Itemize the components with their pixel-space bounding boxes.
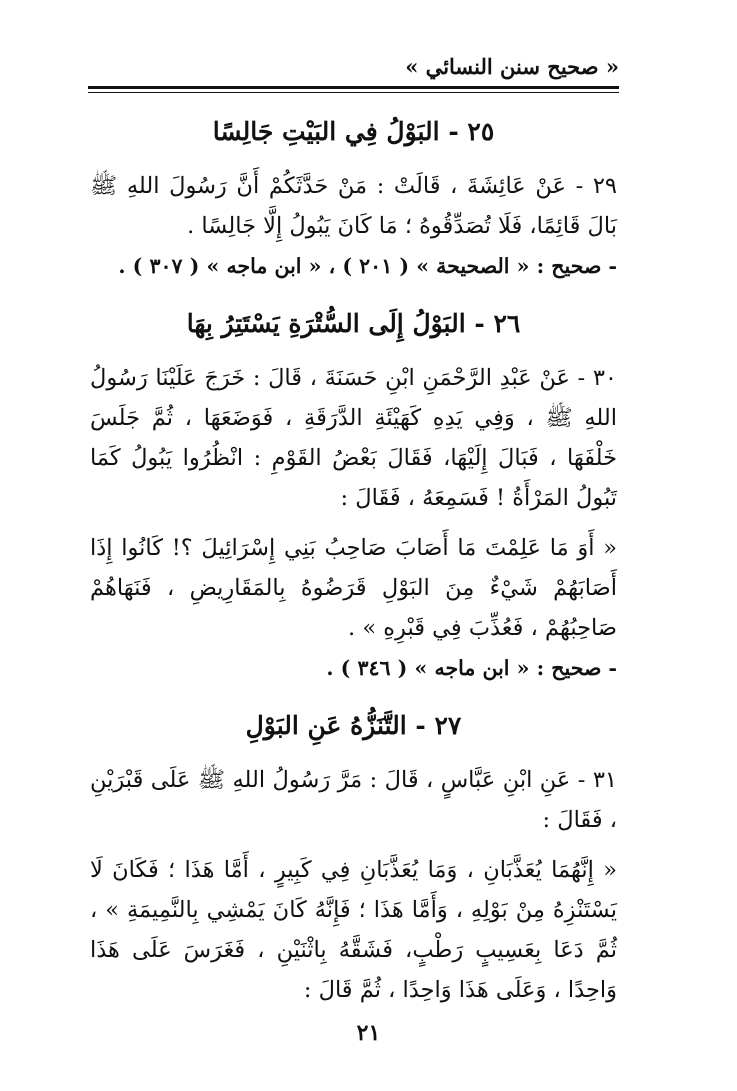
hadith-grade: - صحيح : « ابن ماجه » ( ٣٤٦ ) .	[326, 656, 617, 680]
running-title: « صحيح سنن النسائي »	[405, 54, 619, 79]
hadith-text: ٢٩ - عَنْ عَائِشَةَ ، قَالَتْ : مَنْ حَدَّثَكُمْ أَنَّ رَسُولَ اللهِ ﷺ بَالَ قَائِمًا، فَلَا تُصَدِّقُوهُ ؛ مَا كَانَ يَبُولُ إِلَّا جَالِسًا .	[90, 173, 617, 239]
hadith-text: ٣٠ - عَنْ عَبْدِ الرَّحْمَنِ ابْنِ حَسَنَةَ ، قَالَ : خَرَجَ عَلَيْنَا رَسُولُ اللهِ ﷺ ، وَفِي يَدِهِ كَهَيْئَةِ الدَّرَقَةِ ، فَوَضَعَهَا ، ثُمَّ جَلَسَ خَلْفَهَا ، فَبَالَ إِلَيْهَا، فَقَالَ بَعْضُ القَوْمِ : انْظُرُوا يَبُولُ كَمَا تَبُولُ المَرْأَةُ ! فَسَمِعَهُ ، فَقَالَ :	[90, 365, 617, 511]
chapter-27	[90, 706, 617, 1010]
chapter-title: ٢٦ - البَوْلُ إِلَى السُّتْرَةِ يَسْتَتِرُ بِهَا	[186, 309, 521, 338]
header-rule-thick	[88, 86, 619, 89]
chapter-title: ٢٥ - البَوْلُ فِي البَيْتِ جَالِسًا	[212, 117, 495, 146]
header-rule-thin	[88, 92, 619, 93]
page-content	[90, 112, 617, 1010]
hadith-quote: « أَوَ مَا عَلِمْتَ مَا أَصَابَ صَاحِبُ بَنِي إِسْرَائِيلَ ؟! كَانُوا إِذَا أَصَابَهُمْ شَيْءٌ مِنَ البَوْلِ قَرَضُوهُ بِالمَقَارِيضِ ، فَنَهَاهُمْ صَاحِبُهُمْ ، فَعُذِّبَ فِي قَبْرِهِ » .	[90, 535, 617, 641]
hadith-text: ٣١ - عَنِ ابْنِ عَبَّاسٍ ، قَالَ : مَرَّ رَسُولُ اللهِ ﷺ عَلَى قَبْرَيْنِ ، فَقَالَ :	[90, 767, 617, 833]
chapter-title: ٢٧ - التَّنَزُّهُ عَنِ البَوْلِ	[245, 711, 462, 740]
chapter-25	[90, 112, 617, 286]
hadith-quote: « إِنَّهُمَا يُعَذَّبَانِ ، وَمَا يُعَذَّبَانِ فِي كَبِيرٍ ، أَمَّا هَذَا ؛ فَكَانَ لَا يَسْتَنْزِهُ مِنْ بَوْلِهِ ، وَأَمَّا هَذَا ؛ فَإِنَّهُ كَانَ يَمْشِي بِالنَّمِيمَةِ » ، ثُمَّ دَعَا بِعَسِيبٍ رَطْبٍ، فَشَقَّهُ بِاثْنَيْنِ ، فَغَرَسَ عَلَى هَذَا وَاحِدًا ، وَعَلَى هَذَا وَاحِدًا ، ثُمَّ قَالَ :	[90, 857, 617, 1003]
hadith-grade: - صحيح : « الصحيحة » ( ٢٠١ ) ، « ابن ماجه » ( ٣٠٧ ) .	[118, 254, 617, 278]
chapter-26	[90, 304, 617, 688]
page-header	[88, 48, 619, 88]
page-number: ٢١	[356, 1020, 381, 1046]
